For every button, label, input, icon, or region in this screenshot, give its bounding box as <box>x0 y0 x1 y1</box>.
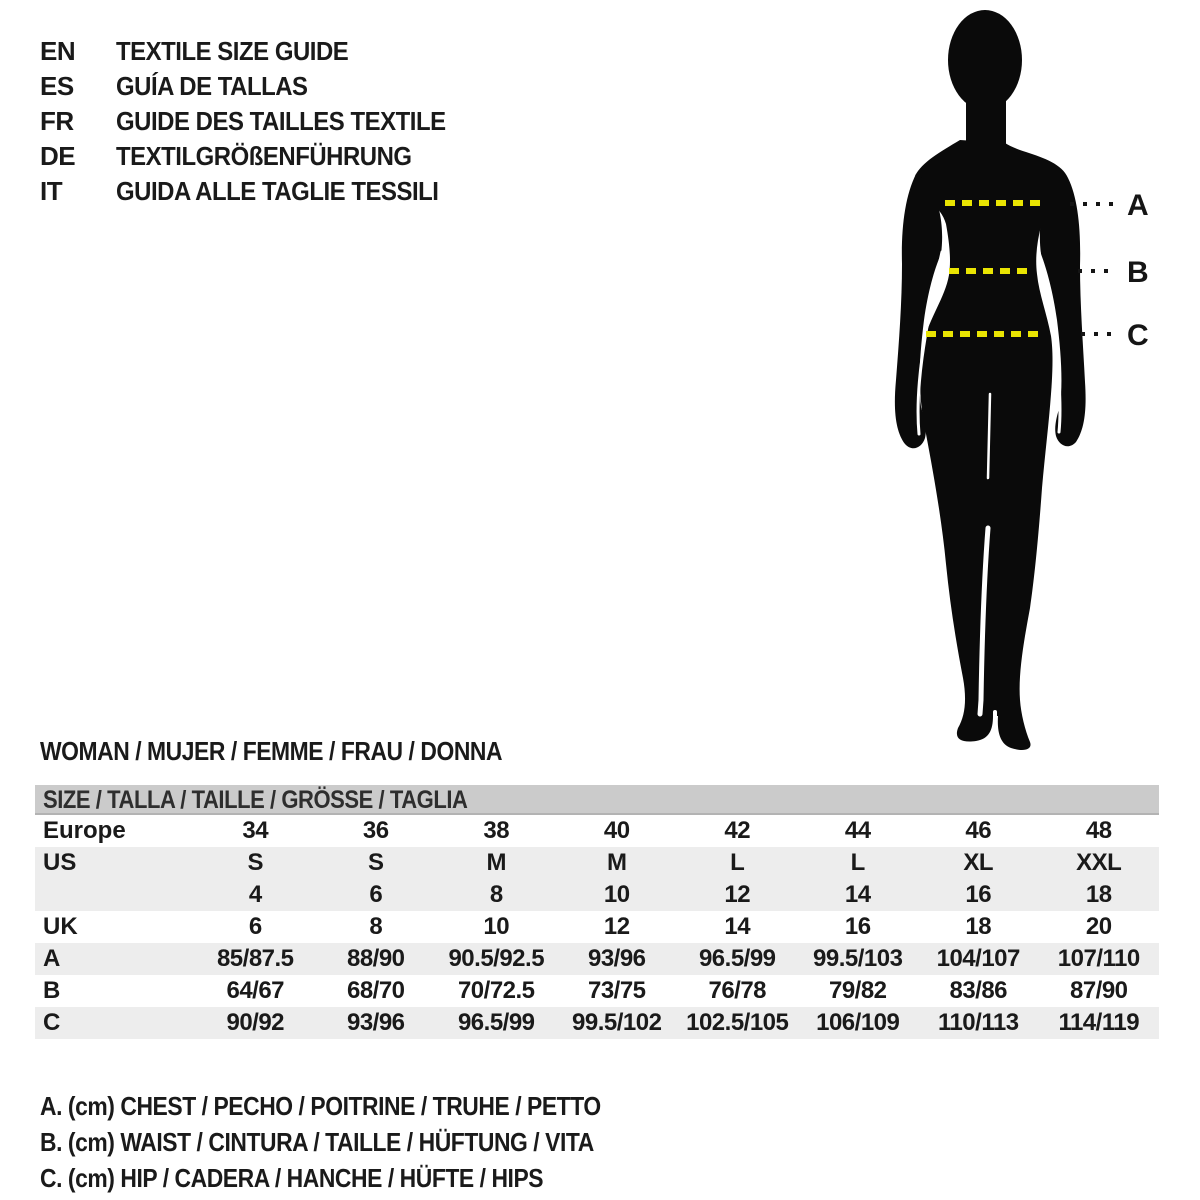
size-cell: M <box>486 849 506 876</box>
size-cell: 46 <box>965 817 992 844</box>
size-cell: 12 <box>724 881 751 908</box>
language-row-de <box>40 139 474 174</box>
size-cell: 38 <box>483 817 510 844</box>
size-cell: 16 <box>844 913 871 940</box>
size-cell: S <box>367 849 384 876</box>
measurement-legend <box>40 1088 677 1196</box>
size-cell: 102.5/105 <box>686 1009 789 1036</box>
size-cell: 6 <box>248 913 262 940</box>
size-cell: 104/107 <box>936 945 1020 972</box>
size-cell: 90/92 <box>226 1009 285 1036</box>
size-cell: 107/110 <box>1057 945 1140 972</box>
size-cell: 99.5/103 <box>813 945 903 972</box>
legend-line-b <box>40 1124 677 1160</box>
table-row-uk <box>35 911 1159 943</box>
size-cell: L <box>850 849 865 876</box>
language-code: FR <box>40 106 74 136</box>
size-cell: 40 <box>603 817 630 844</box>
size-table-header <box>35 785 1159 815</box>
language-title-list <box>40 34 474 209</box>
size-cell: 10 <box>483 913 510 940</box>
size-cell: M <box>607 849 627 876</box>
language-row-es <box>40 69 474 104</box>
language-guide-title: TEXTILGRÖßENFÜHRUNG <box>116 141 412 171</box>
legend-line-text: C. (cm) HIP / CADERA / HANCHE / HÜFTE / HIPS <box>40 1163 544 1193</box>
row-label: A <box>43 945 61 972</box>
size-cell: 36 <box>362 817 389 844</box>
row-label: C <box>43 1009 61 1036</box>
size-table-header-text: SIZE / TALLA / TAILLE / GRÖSSE / TAGLIA <box>43 786 468 814</box>
size-table-body <box>35 815 1159 1039</box>
table-row-us <box>35 847 1159 879</box>
table-row-c <box>35 1007 1159 1039</box>
chest-label-a: A <box>1127 189 1149 222</box>
size-cell: 12 <box>603 913 630 940</box>
size-cell: 70/72.5 <box>457 977 535 1004</box>
language-guide-title: GUIDA ALLE TAGLIE TESSILI <box>116 176 439 206</box>
table-row-europe <box>35 815 1159 847</box>
row-label: UK <box>43 913 78 940</box>
table-row-us-numeric <box>35 879 1159 911</box>
language-row-en <box>40 34 474 69</box>
woman-silhouette <box>895 10 1086 750</box>
size-cell: 110/113 <box>937 1009 1019 1036</box>
size-cell: 6 <box>369 881 383 908</box>
size-cell: 34 <box>242 817 269 844</box>
language-row-fr <box>40 104 474 139</box>
legend-line-a <box>40 1088 677 1124</box>
size-cell: 76/78 <box>708 977 767 1004</box>
language-guide-title: TEXTILE SIZE GUIDE <box>116 36 349 66</box>
size-cell: 64/67 <box>226 977 285 1004</box>
size-cell: 99.5/102 <box>572 1009 662 1036</box>
size-cell: XXL <box>1076 849 1122 876</box>
body-measurement-figure <box>880 0 1160 770</box>
size-cell: 96.5/99 <box>698 945 776 972</box>
size-cell: 68/70 <box>346 977 405 1004</box>
row-label <box>35 879 195 911</box>
size-cell: XL <box>963 849 994 876</box>
table-row-b <box>35 975 1159 1007</box>
size-cell: 20 <box>1085 913 1112 940</box>
legend-line-text: A. (cm) CHEST / PECHO / POITRINE / TRUHE / PETTO <box>40 1091 601 1121</box>
size-cell: 73/75 <box>587 977 646 1004</box>
waist-label-b: B <box>1127 256 1149 289</box>
row-label: B <box>43 977 61 1004</box>
hip-label-c: C <box>1127 319 1149 352</box>
language-guide-title: GUÍA DE TALLAS <box>116 71 308 101</box>
table-row-a <box>35 943 1159 975</box>
size-cell: 93/96 <box>587 945 646 972</box>
row-label: US <box>43 849 77 876</box>
size-cell: 88/90 <box>346 945 405 972</box>
size-cell: 90.5/92.5 <box>448 945 545 972</box>
legend-line-text: B. (cm) WAIST / CINTURA / TAILLE / HÜFTUNG / VITA <box>40 1127 594 1157</box>
size-cell: L <box>730 849 745 876</box>
gender-section-title <box>40 736 565 767</box>
size-cell: 18 <box>965 913 992 940</box>
language-code: ES <box>40 71 74 101</box>
size-cell: 44 <box>844 817 871 844</box>
size-cell: 106/109 <box>816 1009 900 1036</box>
size-cell: 83/86 <box>949 977 1008 1004</box>
row-label: Europe <box>43 817 126 844</box>
size-cell: 87/90 <box>1069 977 1128 1004</box>
size-cell: 14 <box>844 881 871 908</box>
size-cell: 8 <box>489 881 503 908</box>
size-cell: 16 <box>965 881 992 908</box>
size-cell: 42 <box>724 817 751 844</box>
size-cell: 48 <box>1085 817 1112 844</box>
size-cell: 85/87.5 <box>216 945 294 972</box>
legend-line-c <box>40 1160 677 1196</box>
language-code: IT <box>40 176 63 206</box>
size-cell: 8 <box>369 913 383 940</box>
size-cell: 14 <box>724 913 751 940</box>
size-cell: 114/119 <box>1058 1009 1140 1036</box>
size-cell: 18 <box>1085 881 1112 908</box>
language-code: EN <box>40 36 76 66</box>
language-code: DE <box>40 141 76 171</box>
size-cell: 93/96 <box>346 1009 405 1036</box>
size-cell: S <box>247 849 263 876</box>
size-cell: 79/82 <box>828 977 887 1004</box>
size-cell: 96.5/99 <box>457 1009 535 1036</box>
size-cell: 4 <box>248 881 262 908</box>
language-guide-title: GUIDE DES TAILLES TEXTILE <box>116 106 446 136</box>
gender-section-title-text: WOMAN / MUJER / FEMME / FRAU / DONNA <box>40 736 503 766</box>
size-table <box>35 785 1159 1039</box>
size-cell: 10 <box>603 881 630 908</box>
language-row-it <box>40 174 474 209</box>
